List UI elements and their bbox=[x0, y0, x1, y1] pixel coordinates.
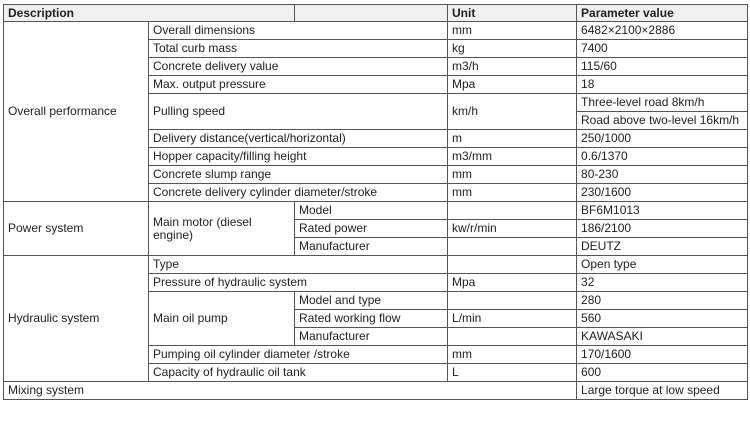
item-label: Manufacturer bbox=[295, 328, 448, 346]
item-label: Concrete slump range bbox=[149, 166, 448, 184]
item-value: 250/1000 bbox=[577, 130, 748, 148]
item-value: 115/60 bbox=[577, 58, 748, 76]
item-value: Open type bbox=[577, 256, 748, 274]
item-value: Three-level road 8km/h bbox=[577, 94, 748, 112]
item-unit: mm bbox=[448, 184, 577, 202]
header-row bbox=[4, 5, 748, 22]
item-label: Concrete delivery value bbox=[149, 58, 448, 76]
item-unit: mm bbox=[448, 166, 577, 184]
item-label: Delivery distance(vertical/horizontal) bbox=[149, 130, 448, 148]
item-unit: kw/r/min bbox=[448, 220, 577, 238]
item-value: 280 bbox=[577, 292, 748, 310]
table-row bbox=[4, 382, 748, 400]
item-value: Road above two-level 16km/h bbox=[577, 112, 748, 130]
item-unit: L bbox=[448, 364, 577, 382]
group-power-system: Power system bbox=[4, 202, 149, 256]
item-label: Rated power bbox=[295, 220, 448, 238]
header-unit: Unit bbox=[448, 5, 577, 22]
item-value: 6482×2100×2886 bbox=[577, 22, 748, 40]
item-unit bbox=[448, 202, 577, 220]
item-label: Rated working flow bbox=[295, 310, 448, 328]
item-unit: m3/h bbox=[448, 58, 577, 76]
table-row bbox=[4, 256, 748, 274]
item-label: Max. output pressure bbox=[149, 76, 448, 94]
item-label: Capacity of hydraulic oil tank bbox=[149, 364, 448, 382]
item-value: DEUTZ bbox=[577, 238, 748, 256]
item-unit: km/h bbox=[448, 94, 577, 130]
spec-table bbox=[3, 4, 748, 400]
item-label: Concrete delivery cylinder diameter/stroke bbox=[149, 184, 448, 202]
item-label: Model bbox=[295, 202, 448, 220]
item-label: Manufacturer bbox=[295, 238, 448, 256]
item-unit bbox=[448, 328, 577, 346]
item-unit: mm bbox=[448, 346, 577, 364]
item-label: Pulling speed bbox=[149, 94, 448, 130]
group-mixing-system: Mixing system bbox=[4, 382, 577, 400]
item-value: KAWASAKI bbox=[577, 328, 748, 346]
item-unit: kg bbox=[448, 40, 577, 58]
item-value: Large torque at low speed bbox=[577, 382, 748, 400]
item-label: Pressure of hydraulic system bbox=[149, 274, 448, 292]
table-row bbox=[4, 202, 748, 220]
item-value: 80-230 bbox=[577, 166, 748, 184]
table-row bbox=[4, 22, 748, 40]
item-unit: Mpa bbox=[448, 274, 577, 292]
item-unit: m3/mm bbox=[448, 148, 577, 166]
header-spacer bbox=[295, 5, 448, 22]
item-label: Total curb mass bbox=[149, 40, 448, 58]
header-parameter: Parameter value bbox=[577, 5, 748, 22]
item-unit: m bbox=[448, 130, 577, 148]
item-unit: mm bbox=[448, 22, 577, 40]
item-value: 560 bbox=[577, 310, 748, 328]
item-value: 7400 bbox=[577, 40, 748, 58]
item-value: 18 bbox=[577, 76, 748, 94]
item-value: 170/1600 bbox=[577, 346, 748, 364]
item-label: Pumping oil cylinder diameter /stroke bbox=[149, 346, 448, 364]
item-label: Overall dimensions bbox=[149, 22, 448, 40]
subgroup-main-motor: Main motor (diesel engine) bbox=[149, 202, 295, 256]
item-unit: L/min bbox=[448, 310, 577, 328]
item-unit bbox=[448, 292, 577, 310]
item-unit: Mpa bbox=[448, 76, 577, 94]
item-unit bbox=[448, 238, 577, 256]
group-overall-performance: Overall performance bbox=[4, 22, 149, 202]
subgroup-main-oil-pump: Main oil pump bbox=[149, 292, 295, 346]
header-description: Description bbox=[4, 5, 295, 22]
item-label: Type bbox=[149, 256, 448, 274]
item-value: 230/1600 bbox=[577, 184, 748, 202]
item-label: Model and type bbox=[295, 292, 448, 310]
item-value: 0.6/1370 bbox=[577, 148, 748, 166]
item-value: 186/2100 bbox=[577, 220, 748, 238]
item-value: BF6M1013 bbox=[577, 202, 748, 220]
item-label: Hopper capacity/filling height bbox=[149, 148, 448, 166]
group-hydraulic-system: Hydraulic system bbox=[4, 256, 149, 382]
item-value: 600 bbox=[577, 364, 748, 382]
item-unit bbox=[448, 256, 577, 274]
item-value: 32 bbox=[577, 274, 748, 292]
